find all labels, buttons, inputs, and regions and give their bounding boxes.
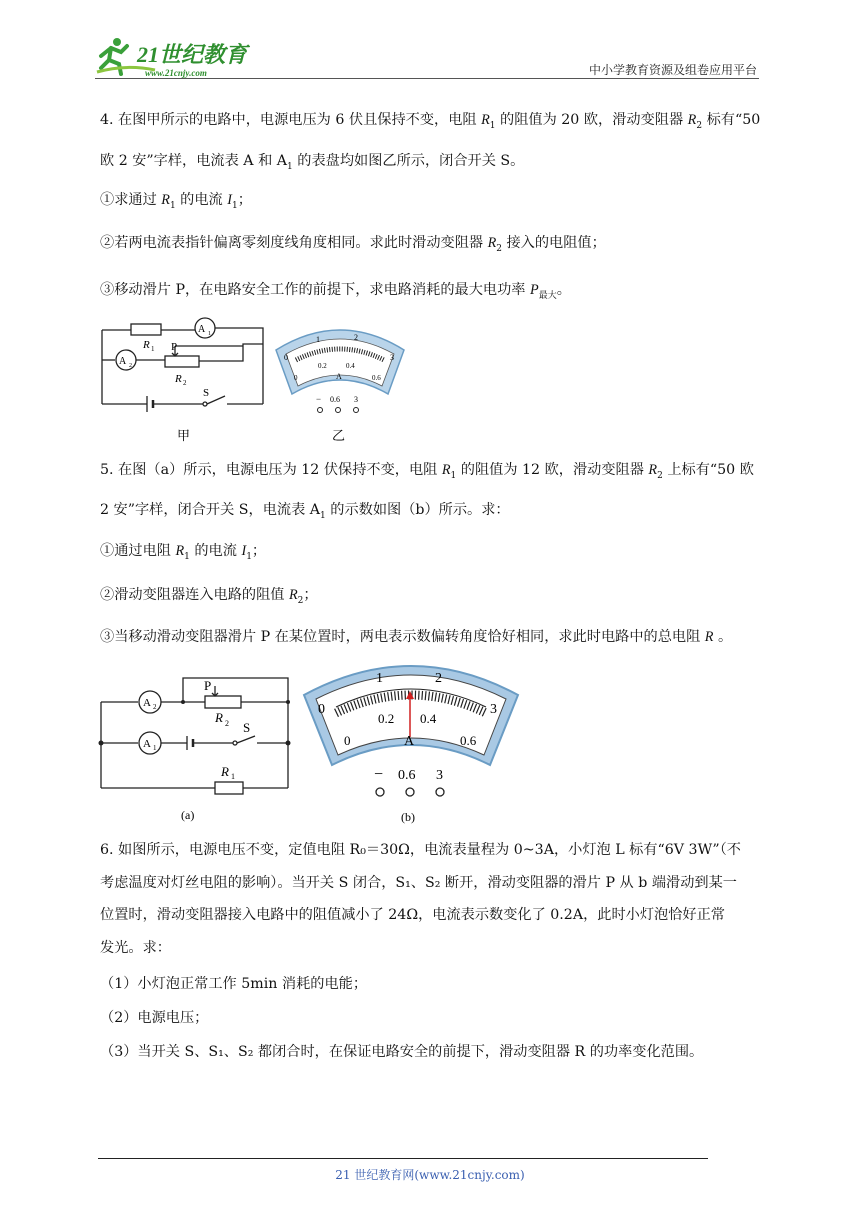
svg-text:S: S [243, 720, 251, 735]
q4-line2: 欧 2 安”字样，电流表 A 和 $A_1$ 的表盘均如图乙所示，闭合开关 S。 [100, 153, 525, 172]
svg-text:S: S [203, 387, 210, 399]
footer-link[interactable]: 21 世纪教育网(www.21cnjy.com) [335, 1168, 525, 1182]
svg-text:0: 0 [318, 702, 325, 717]
svg-text:0.6: 0.6 [330, 395, 340, 404]
svg-text:A: A [119, 356, 127, 367]
svg-text:R: R [221, 764, 229, 779]
svg-text:0: 0 [284, 353, 288, 362]
svg-text:A: A [198, 324, 206, 335]
svg-text:−: − [316, 394, 322, 404]
svg-text:P: P [171, 341, 178, 353]
svg-text:2: 2 [354, 333, 358, 342]
svg-text:3: 3 [354, 395, 358, 404]
svg-text:1: 1 [153, 744, 157, 752]
svg-text:A: A [404, 734, 415, 749]
svg-text:A: A [143, 697, 151, 709]
site-logo [95, 34, 265, 80]
svg-text:0.4: 0.4 [420, 711, 437, 726]
svg-text:0.6: 0.6 [372, 374, 381, 382]
footer-divider [98, 1158, 708, 1159]
svg-text:0.2: 0.2 [318, 362, 327, 370]
header-divider [95, 78, 759, 79]
fig-label-yi: 乙 [332, 428, 346, 443]
svg-text:3: 3 [490, 702, 497, 717]
q4-sub3: ③移动滑片 P，在电路安全工作的前提下，求电路消耗的最大电功率 $P_{最大}$。 [100, 282, 571, 301]
svg-text:0.2: 0.2 [378, 711, 395, 726]
q4-circuit-diagram [95, 312, 275, 447]
svg-text:2: 2 [183, 379, 187, 387]
svg-text:R: R [143, 339, 150, 351]
svg-text:−: − [374, 766, 384, 783]
svg-text:1: 1 [376, 671, 383, 686]
q4-sub1: ①求通过 $R_1$ 的电流 $I_1$； [100, 192, 252, 211]
q6-sub2: （2）电源电压； [100, 1010, 209, 1026]
logo-url-text: www.21cnjy.com [145, 68, 207, 78]
svg-text:2: 2 [225, 719, 229, 728]
q5-circuit-diagram [95, 668, 295, 828]
q5-line1: 5. 在图（a）所示，电源电压为 12 伏保持不变，电阻 $R_1$ 的阻值为 12 欧，滑动变阻器 $R_2$ 上标有“50 欧 [100, 462, 754, 481]
svg-text:1: 1 [231, 772, 235, 781]
svg-text:A: A [336, 372, 342, 381]
svg-text:1: 1 [316, 335, 320, 344]
svg-text:0: 0 [294, 374, 298, 382]
svg-text:1: 1 [208, 331, 211, 337]
q6-sub3: （3）当开关 S、S₁、S₂ 都闭合时，在保证电路安全的前提下，滑动变阻器 R 的功率变化范围。 [100, 1044, 704, 1060]
svg-text:2: 2 [153, 703, 157, 711]
svg-text:0.6: 0.6 [398, 768, 416, 783]
svg-text:0: 0 [344, 733, 351, 748]
q5-line2: 2 安”字样，闭合开关 S，电流表 $A_1$ 的示数如图（b）所示。求： [100, 502, 510, 521]
platform-name: 中小学教育资源及组卷应用平台 [588, 63, 757, 77]
q4-sub2: ②若两电流表指针偏离零刻度线角度相同。求此时滑动变阻器 $R_2$ 接入的电阻值； [100, 235, 606, 254]
q6-sub1: （1）小灯泡正常工作 5min 消耗的电能； [100, 976, 368, 992]
q6-line4: 发光。求： [100, 940, 171, 956]
q4-ammeter-dial [270, 322, 412, 447]
runner-logo-icon [95, 34, 265, 80]
svg-text:R: R [175, 373, 182, 385]
logo-main-text: 21世纪教育 [137, 42, 248, 67]
svg-text:0.4: 0.4 [346, 362, 355, 370]
svg-text:3: 3 [390, 353, 394, 362]
q5-sub2: ②滑动变阻器连入电路的阻值 $R_2$； [100, 587, 318, 606]
svg-text:0.6: 0.6 [460, 733, 477, 748]
fig-label-b: (b) [401, 810, 415, 824]
q6-line2: 考虑温度对灯丝电阻的影响）。当开关 S 闭合，S₁、S₂ 断开，滑动变阻器的滑片 P 从 b 端滑动到某一 [100, 875, 737, 891]
svg-text:2: 2 [129, 363, 132, 369]
q5-sub3: ③当移动滑动变阻器滑片 P 在某位置时，两电表示数偏转角度恰好相同，求此时电路中的总电阻 R 。 [100, 629, 733, 645]
q6-line1: 6. 如图所示，电源电压不变，定值电阻 R₀＝30Ω，电流表量程为 0~3A，小灯泡 L 标有“6V 3W”（不 [100, 842, 741, 858]
svg-text:P: P [204, 678, 212, 693]
svg-text:2: 2 [435, 671, 442, 686]
svg-text:R: R [215, 710, 223, 725]
q5-sub1: ①通过电阻 $R_1$ 的电流 $I_1$； [100, 543, 267, 562]
q6-line3: 位置时，滑动变阻器接入电路中的阻值减小了 24Ω，电流表示数变化了 0.2A，此时小灯泡恰好正常 [100, 907, 725, 923]
svg-text:A: A [143, 738, 151, 750]
svg-text:1: 1 [151, 345, 155, 353]
fig-label-jia: 甲 [177, 428, 191, 443]
fig-label-a: (a) [181, 808, 195, 822]
q5-ammeter-dial [300, 655, 522, 830]
svg-text:3: 3 [436, 768, 443, 783]
q4-line1: 4. 在图甲所示的电路中，电源电压为 6 伏且保持不变，电阻 $R_1$ 的阻值为 20 欧，滑动变阻器 $R_2$ 标有“50 [100, 112, 761, 131]
